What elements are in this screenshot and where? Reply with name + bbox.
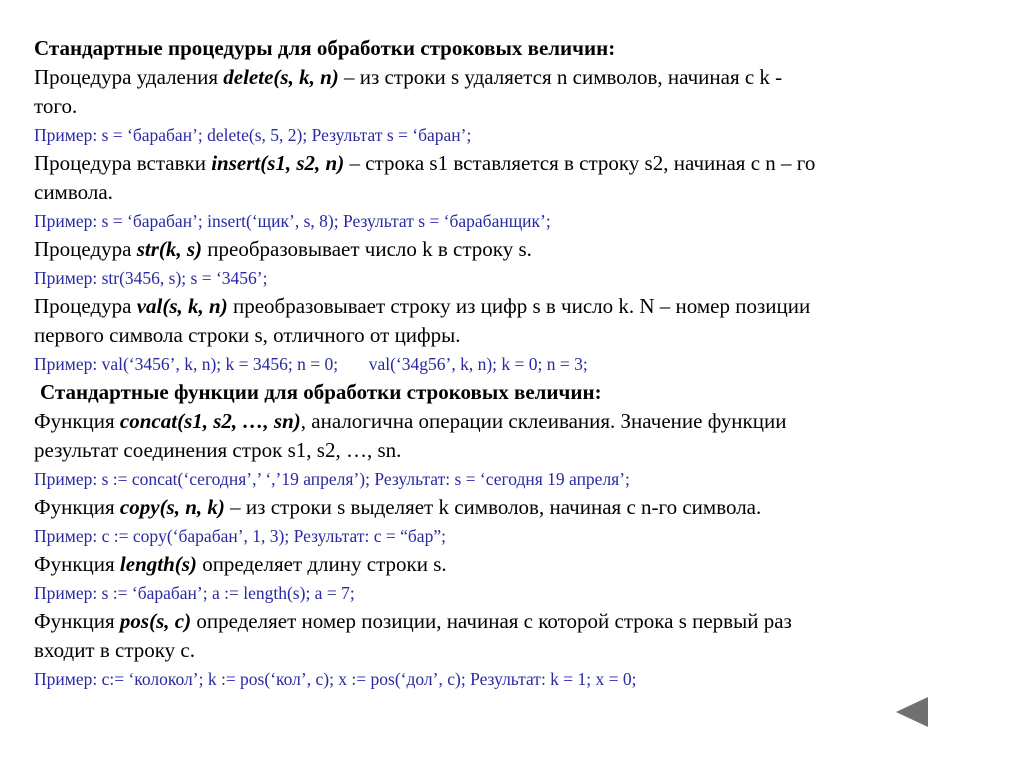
copy-rest: – из строки s выделяет k символов, начиная с n-го символа. bbox=[224, 495, 762, 519]
concat-prefix: Функция bbox=[34, 409, 120, 433]
concat-description-cont: результат соединения строк s1, s2, …, sn. bbox=[34, 438, 402, 462]
heading-procedures: Стандартные процедуры для обработки строковых величин: bbox=[34, 36, 616, 60]
str-prefix: Процедура bbox=[34, 237, 137, 261]
delete-rest: – из строки s удаляется n символов, начиная с k - bbox=[338, 65, 783, 89]
str-rest: преобразовывает число k в строку s. bbox=[202, 237, 532, 261]
back-button[interactable] bbox=[896, 697, 928, 727]
copy-example: Пример: c := copy(‘барабан’, 1, 3); Результат: c = “бар”; bbox=[34, 526, 446, 546]
str-example: Пример: str(3456, s); s = ‘3456’; bbox=[34, 268, 268, 288]
length-rest: определяет длину строки s. bbox=[196, 552, 447, 576]
insert-description-cont: символа. bbox=[34, 180, 113, 204]
heading-functions: Стандартные функции для обработки строковых величин: bbox=[40, 380, 602, 404]
concat-signature: concat(s1, s2, …, sn) bbox=[119, 409, 301, 433]
delete-prefix: Процедура удаления bbox=[34, 65, 224, 89]
delete-signature: delete(s, k, n) bbox=[223, 65, 339, 89]
str-description bbox=[34, 235, 994, 264]
concat-rest: , аналогична операции склеивания. Значение функции bbox=[300, 409, 787, 433]
str-signature: str(k, s) bbox=[136, 237, 203, 261]
copy-description bbox=[34, 493, 994, 522]
pos-description-cont: входит в строку c. bbox=[34, 638, 196, 662]
length-signature: length(s) bbox=[119, 552, 197, 576]
pos-rest: определяет номер позиции, начиная с которой строка s первый раз bbox=[191, 609, 792, 633]
insert-rest: – строка s1 вставляется в строку s2, начиная с n – го bbox=[344, 151, 816, 175]
val-prefix: Процедура bbox=[34, 294, 137, 318]
val-description bbox=[34, 292, 994, 321]
insert-description bbox=[34, 149, 994, 178]
insert-signature: insert(s1, s2, n) bbox=[211, 151, 345, 175]
pos-prefix: Функция bbox=[34, 609, 120, 633]
delete-example: Пример: s = ‘барабан’; delete(s, 5, 2); Результат s = ‘баран’; bbox=[34, 125, 472, 145]
pos-signature: pos(s, c) bbox=[119, 609, 192, 633]
val-example: Пример: val(‘3456’, k, n); k = 3456; n = 0; val(‘34g56’, k, n); k = 0; n = 3; bbox=[34, 354, 588, 374]
pos-description bbox=[34, 607, 994, 636]
slide-content bbox=[34, 34, 994, 693]
insert-prefix: Процедура вставки bbox=[34, 151, 212, 175]
val-signature: val(s, k, n) bbox=[136, 294, 228, 318]
copy-signature: copy(s, n, k) bbox=[119, 495, 225, 519]
length-description bbox=[34, 550, 994, 579]
delete-description-cont: того. bbox=[34, 94, 78, 118]
val-rest: преобразовывает строку из цифр s в число k. N – номер позиции bbox=[227, 294, 811, 318]
pos-example: Пример: c:= ‘колокол’; k := pos(‘кол’, c); x := pos(‘дол’, c); Результат: k = 1; x = 0; bbox=[34, 669, 637, 689]
length-prefix: Функция bbox=[34, 552, 120, 576]
triangle-left-icon bbox=[896, 697, 928, 727]
insert-example: Пример: s = ‘барабан’; insert(‘щик’, s, 8); Результат s = ‘барабанщик’; bbox=[34, 211, 551, 231]
val-description-cont: первого символа строки s, отличного от цифры. bbox=[34, 323, 461, 347]
delete-description bbox=[34, 63, 994, 92]
concat-description bbox=[34, 407, 994, 436]
concat-example: Пример: s := concat(‘сегодня’,’ ‘,’19 апреля’); Результат: s = ‘сегодня 19 апреля’; bbox=[34, 469, 630, 489]
length-example: Пример: s := ‘барабан’; a := length(s); a = 7; bbox=[34, 583, 355, 603]
copy-prefix: Функция bbox=[34, 495, 120, 519]
